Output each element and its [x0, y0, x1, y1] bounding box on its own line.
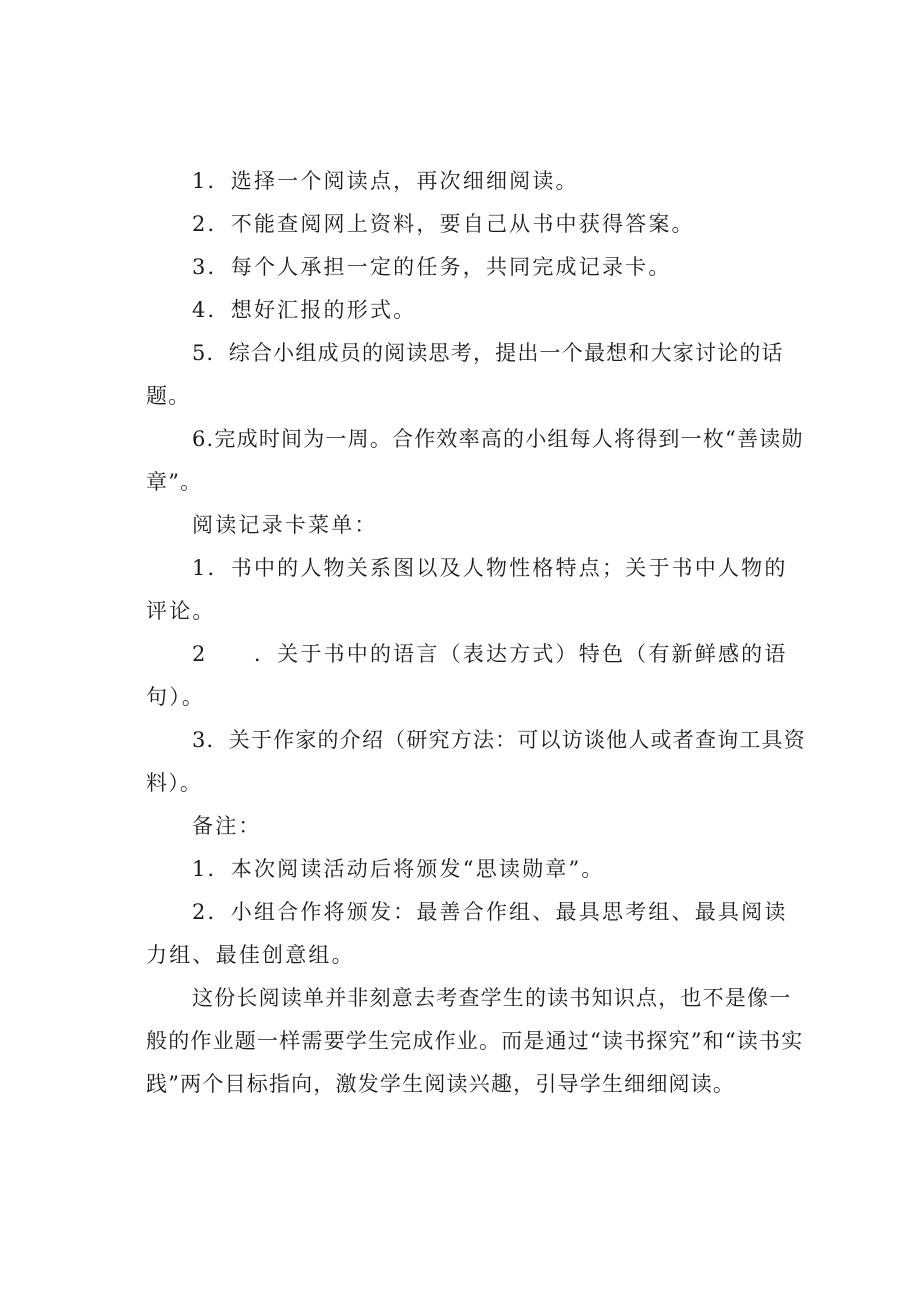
record-card-menu-heading: 阅读记录卡菜单： [192, 513, 378, 537]
reading-requirement-4: 4．想好汇报的形式。 [192, 298, 417, 322]
document-body [146, 160, 806, 1106]
reading-requirement-5: 5．综合小组成员的阅读思考，提出一个最想和大家讨论的话题。 [146, 341, 784, 408]
summary-paragraph: 这份长阅读单并非刻意去考查学生的读书知识点，也不是像一般的作业题一样需要学生完成作业。而是通过“读书探究”和“读书实践”两个目标指向，激发学生阅读兴趣，引导学生细细阅读。 [146, 986, 804, 1096]
reading-requirement-6: 6.完成时间为一周。合作效率高的小组每人将得到一枚“善读勋章”。 [146, 427, 804, 494]
notes-item-2: 2．小组合作将颁发：最善合作组、最具思考组、最具阅读力组、最佳创意组。 [146, 900, 788, 967]
notes-item-1: 1．本次阅读活动后将颁发“思读勋章”。 [192, 857, 605, 881]
reading-requirement-3: 3．每个人承担一定的任务，共同完成记录卡。 [192, 255, 672, 279]
record-card-item-3: 3．关于作家的介绍（研究方法：可以访谈他人或者查询工具资料）。 [146, 728, 806, 795]
notes-heading: 备注： [192, 814, 262, 838]
record-card-item-2: 2 ．关于书中的语言（表达方式）特色（有新鲜感的语句）。 [146, 642, 788, 709]
reading-requirement-2: 2．不能查阅网上资料，要自己从书中获得答案。 [192, 212, 695, 236]
reading-requirement-1: 1．选择一个阅读点，再次细细阅读。 [192, 169, 579, 193]
record-card-item-1: 1．书中的人物关系图以及人物性格特点；关于书中人物的评论。 [146, 556, 788, 623]
